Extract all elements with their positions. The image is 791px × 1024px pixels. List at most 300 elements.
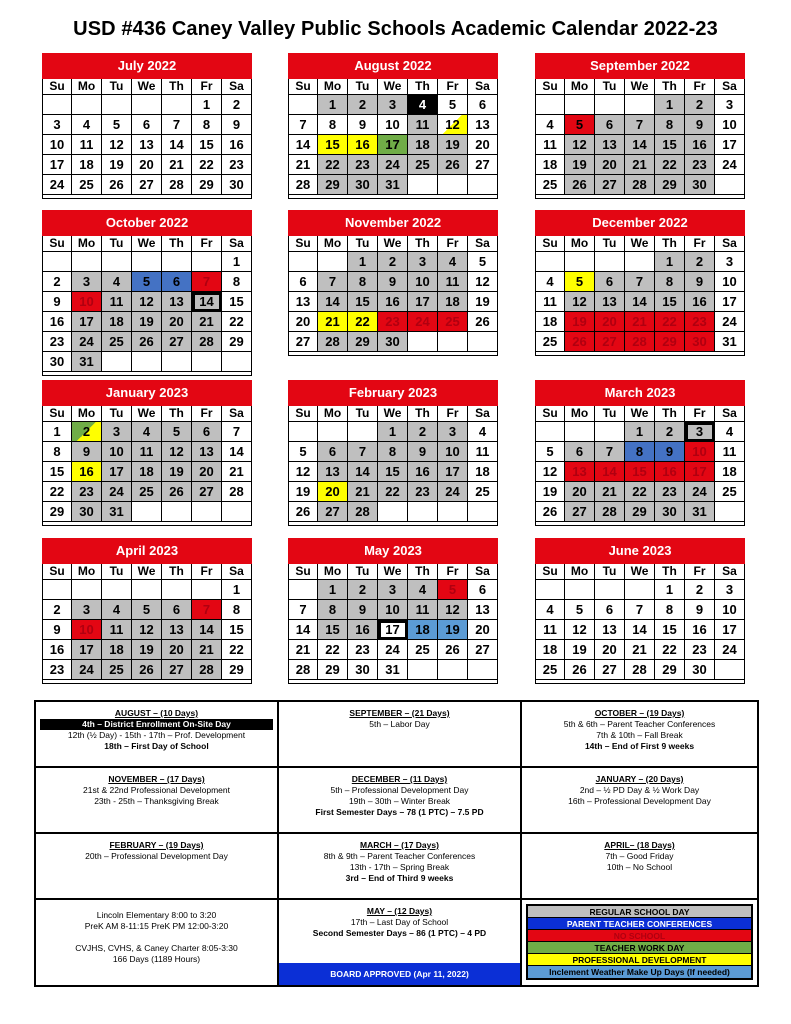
day-cell: 17 <box>715 620 745 640</box>
day-cell: 19 <box>565 312 595 332</box>
day-cell: 27 <box>192 482 222 502</box>
day-cell: 14 <box>192 292 222 312</box>
day-cell: 23 <box>222 155 252 175</box>
weekday-header: Mo <box>565 79 595 95</box>
day-cell: 27 <box>595 332 625 352</box>
day-cell: 10 <box>685 442 715 462</box>
day-cell: 9 <box>72 442 102 462</box>
day-cell: 26 <box>565 660 595 680</box>
day-cell: 24 <box>102 482 132 502</box>
note-heading: OCTOBER – (19 Days) <box>594 708 685 718</box>
day-cell: 11 <box>438 272 468 292</box>
day-cell: 11 <box>72 135 102 155</box>
day-cell: 24 <box>408 312 438 332</box>
weekday-header: We <box>625 406 655 422</box>
day-cell <box>595 422 625 442</box>
day-cell: 18 <box>535 312 565 332</box>
weekday-header: Th <box>162 236 192 252</box>
day-cell: 14 <box>625 292 655 312</box>
day-cell: 25 <box>468 482 498 502</box>
day-cell: 22 <box>318 155 348 175</box>
day-cell: 4 <box>102 600 132 620</box>
day-cell: 19 <box>132 640 162 660</box>
day-cell: 23 <box>685 312 715 332</box>
day-cell: 28 <box>348 502 378 522</box>
day-cell: 4 <box>408 95 438 115</box>
day-cell: 30 <box>685 175 715 195</box>
day-cell: 21 <box>595 482 625 502</box>
day-cell: 13 <box>468 115 498 135</box>
day-cell: 13 <box>318 462 348 482</box>
day-cell: 15 <box>348 292 378 312</box>
day-cell: 28 <box>595 502 625 522</box>
day-cell: 23 <box>348 155 378 175</box>
month-title: September 2022 <box>535 53 745 79</box>
day-cell: 4 <box>408 580 438 600</box>
day-cell: 3 <box>715 580 745 600</box>
weekday-header: Mo <box>565 236 595 252</box>
weekday-header: We <box>132 406 162 422</box>
day-cell: 28 <box>192 660 222 680</box>
note-march <box>277 832 522 900</box>
day-cell: 12 <box>162 442 192 462</box>
day-cell <box>132 580 162 600</box>
day-cell: 21 <box>318 312 348 332</box>
day-cell: 11 <box>408 600 438 620</box>
weekday-header: We <box>132 236 162 252</box>
day-cell <box>42 580 72 600</box>
day-cell: 20 <box>468 135 498 155</box>
note-line: 10th – No School <box>606 862 673 872</box>
day-cell: 24 <box>438 482 468 502</box>
day-cell: 16 <box>348 135 378 155</box>
day-cell: 16 <box>408 462 438 482</box>
month-title: April 2023 <box>42 538 252 564</box>
note-line: 20th – Professional Development Day <box>85 851 228 861</box>
day-cell: 12 <box>132 292 162 312</box>
day-cell: 27 <box>468 640 498 660</box>
weekday-header: Sa <box>468 79 498 95</box>
day-cell: 3 <box>72 600 102 620</box>
weekday-header: Fr <box>685 79 715 95</box>
weekday-header: Tu <box>102 236 132 252</box>
weekday-header: Su <box>42 79 72 95</box>
day-cell: 12 <box>468 272 498 292</box>
day-cell: 18 <box>408 620 438 640</box>
day-cell <box>102 580 132 600</box>
day-cell: 25 <box>438 312 468 332</box>
month-calendar <box>535 53 745 199</box>
day-cell: 12 <box>102 135 132 155</box>
day-cell: 5 <box>565 272 595 292</box>
day-cell <box>288 95 318 115</box>
day-cell: 8 <box>655 600 685 620</box>
note-line: 7th & 10th – Fall Break <box>596 730 683 740</box>
day-cell: 13 <box>595 135 625 155</box>
weekday-header: Th <box>655 79 685 95</box>
day-cell: 17 <box>715 292 745 312</box>
day-cell: 26 <box>565 332 595 352</box>
month-calendar <box>288 538 498 684</box>
day-cell: 24 <box>715 312 745 332</box>
day-cell: 9 <box>408 442 438 462</box>
note-heading: MAY – (12 Days) <box>366 906 433 916</box>
day-cell: 18 <box>132 462 162 482</box>
day-cell: 28 <box>222 482 252 502</box>
note-line: 5th & 6th – Parent Teacher Conferences <box>563 719 716 729</box>
day-cell <box>132 502 162 522</box>
day-cell: 11 <box>535 135 565 155</box>
page-title: USD #436 Caney Valley Public Schools Academic Calendar 2022-23 <box>73 18 718 40</box>
day-cell: 22 <box>348 312 378 332</box>
day-cell: 7 <box>288 115 318 135</box>
day-cell: 9 <box>222 115 252 135</box>
weekday-header: Tu <box>102 564 132 580</box>
day-cell: 21 <box>625 312 655 332</box>
day-cell: 16 <box>378 292 408 312</box>
day-cell: 28 <box>192 332 222 352</box>
day-cell: 13 <box>288 292 318 312</box>
day-cell: 8 <box>192 115 222 135</box>
day-cell: 16 <box>685 620 715 640</box>
weekday-header: Sa <box>468 564 498 580</box>
month-calendar <box>535 210 745 356</box>
day-cell: 23 <box>42 332 72 352</box>
day-cell: 23 <box>408 482 438 502</box>
month-title: August 2022 <box>288 53 498 79</box>
weekday-header: Mo <box>318 564 348 580</box>
day-cell: 6 <box>595 272 625 292</box>
weekday-header: Su <box>288 236 318 252</box>
day-cell: 10 <box>72 620 102 640</box>
day-cell: 29 <box>192 175 222 195</box>
day-cell: 27 <box>132 175 162 195</box>
month-title: October 2022 <box>42 210 252 236</box>
day-cell: 29 <box>655 660 685 680</box>
day-cell: 12 <box>565 620 595 640</box>
day-cell: 20 <box>288 312 318 332</box>
note-line: First Semester Days – 78 (1 PTC) – 7.5 PD <box>315 807 484 817</box>
note-heading: AUGUST – (10 Days) <box>114 708 199 718</box>
weekday-header: Fr <box>192 236 222 252</box>
day-cell: 14 <box>625 620 655 640</box>
day-cell: 13 <box>162 620 192 640</box>
day-cell: 7 <box>192 272 222 292</box>
day-cell: 25 <box>102 660 132 680</box>
day-cell <box>715 502 745 522</box>
day-cell: 27 <box>565 502 595 522</box>
day-cell: 15 <box>222 620 252 640</box>
legend <box>526 904 753 980</box>
day-cell: 3 <box>42 115 72 135</box>
day-cell: 17 <box>72 312 102 332</box>
day-cell: 23 <box>348 640 378 660</box>
day-cell: 29 <box>625 502 655 522</box>
note-november <box>34 766 279 834</box>
day-cell <box>535 95 565 115</box>
day-cell: 17 <box>378 135 408 155</box>
note-line: CVJHS, CVHS, & Caney Charter 8:05-3:30 <box>75 943 238 953</box>
day-cell: 26 <box>438 155 468 175</box>
weekday-header: Fr <box>438 564 468 580</box>
day-cell: 10 <box>438 442 468 462</box>
weekday-header: Su <box>288 79 318 95</box>
day-cell: 6 <box>132 115 162 135</box>
weekday-header: Su <box>288 406 318 422</box>
day-cell: 25 <box>535 660 565 680</box>
day-cell: 31 <box>72 352 102 372</box>
day-cell: 4 <box>715 422 745 442</box>
day-cell: 4 <box>72 115 102 135</box>
month-calendar <box>42 210 252 376</box>
day-cell: 22 <box>655 155 685 175</box>
day-cell: 4 <box>535 115 565 135</box>
day-cell: 6 <box>162 600 192 620</box>
day-cell: 14 <box>162 135 192 155</box>
day-cell <box>408 175 438 195</box>
day-cell: 9 <box>348 600 378 620</box>
day-cell: 13 <box>468 600 498 620</box>
day-cell: 22 <box>318 640 348 660</box>
day-cell: 12 <box>438 115 468 135</box>
day-cell: 22 <box>222 640 252 660</box>
day-cell: 25 <box>72 175 102 195</box>
day-cell: 21 <box>625 640 655 660</box>
day-cell: 30 <box>348 175 378 195</box>
day-cell: 17 <box>378 620 408 640</box>
day-cell: 14 <box>288 135 318 155</box>
day-cell: 12 <box>535 462 565 482</box>
day-cell: 31 <box>715 332 745 352</box>
day-cell: 6 <box>288 272 318 292</box>
weekday-header: Sa <box>715 79 745 95</box>
weekday-header: Tu <box>595 406 625 422</box>
day-cell: 7 <box>348 442 378 462</box>
month-grid <box>535 406 745 522</box>
day-cell: 7 <box>625 272 655 292</box>
weekday-header: Th <box>162 406 192 422</box>
month-calendar <box>535 538 745 684</box>
day-cell: 5 <box>132 272 162 292</box>
day-cell: 11 <box>468 442 498 462</box>
day-cell: 20 <box>192 462 222 482</box>
day-cell: 15 <box>318 135 348 155</box>
legend-box <box>520 898 759 987</box>
day-cell: 29 <box>348 332 378 352</box>
day-cell: 6 <box>565 442 595 462</box>
month-calendar <box>535 380 745 526</box>
day-cell: 9 <box>685 600 715 620</box>
day-cell: 1 <box>318 95 348 115</box>
day-cell: 5 <box>102 115 132 135</box>
day-cell: 29 <box>318 175 348 195</box>
weekday-header: We <box>625 79 655 95</box>
month-title: July 2022 <box>42 53 252 79</box>
day-cell: 3 <box>72 272 102 292</box>
weekday-header: Su <box>535 79 565 95</box>
month-grid <box>42 406 252 522</box>
day-cell: 5 <box>535 442 565 462</box>
day-cell: 14 <box>625 135 655 155</box>
month-calendar <box>288 53 498 199</box>
weekday-header: Fr <box>438 406 468 422</box>
day-cell: 26 <box>132 660 162 680</box>
day-cell: 16 <box>348 620 378 640</box>
day-cell: 19 <box>102 155 132 175</box>
note-line: 8th & 9th – Parent Teacher Conferences <box>323 851 476 861</box>
day-cell <box>438 175 468 195</box>
day-cell <box>715 660 745 680</box>
weekday-header: Fr <box>438 236 468 252</box>
day-cell: 2 <box>685 580 715 600</box>
day-cell: 3 <box>685 422 715 442</box>
month-grid <box>288 564 498 680</box>
day-cell: 7 <box>162 115 192 135</box>
day-cell: 2 <box>42 600 72 620</box>
day-cell: 16 <box>222 135 252 155</box>
note-line: 13th - 17th – Spring Break <box>349 862 450 872</box>
day-cell <box>162 352 192 372</box>
day-cell: 23 <box>378 312 408 332</box>
day-cell <box>162 502 192 522</box>
day-cell: 23 <box>655 482 685 502</box>
day-cell <box>222 352 252 372</box>
day-cell: 24 <box>378 640 408 660</box>
day-cell: 20 <box>595 640 625 660</box>
day-cell: 4 <box>438 252 468 272</box>
note-line: 19th – 30th – Winter Break <box>348 796 451 806</box>
day-cell: 25 <box>715 482 745 502</box>
day-cell: 4 <box>102 272 132 292</box>
weekday-header: Mo <box>72 564 102 580</box>
day-cell: 6 <box>595 115 625 135</box>
day-cell: 6 <box>595 600 625 620</box>
day-cell: 27 <box>162 660 192 680</box>
weekday-header: Su <box>535 406 565 422</box>
legend-item: REGULAR SCHOOL DAY <box>528 906 751 918</box>
day-cell <box>378 502 408 522</box>
day-cell: 9 <box>378 272 408 292</box>
day-cell: 17 <box>42 155 72 175</box>
day-cell: 18 <box>102 640 132 660</box>
day-cell: 2 <box>348 580 378 600</box>
day-cell: 30 <box>655 502 685 522</box>
weekday-header: Mo <box>565 564 595 580</box>
day-cell: 6 <box>318 442 348 462</box>
day-cell <box>318 422 348 442</box>
day-cell: 1 <box>625 422 655 442</box>
day-cell <box>222 502 252 522</box>
day-cell: 17 <box>685 462 715 482</box>
weekday-header: Su <box>42 564 72 580</box>
day-cell: 15 <box>655 620 685 640</box>
weekday-header: Th <box>655 406 685 422</box>
weekday-header: We <box>378 564 408 580</box>
day-cell: 10 <box>715 115 745 135</box>
note-line: Second Semester Days – 86 (1 PTC) – 4 PD <box>312 928 487 938</box>
note-heading: SEPTEMBER – (21 Days) <box>349 708 450 718</box>
day-cell: 25 <box>132 482 162 502</box>
weekday-header: Sa <box>222 236 252 252</box>
day-cell: 13 <box>565 462 595 482</box>
month-grid <box>42 79 252 195</box>
day-cell: 8 <box>655 115 685 135</box>
weekday-header: Fr <box>685 564 715 580</box>
month-title: May 2023 <box>288 538 498 564</box>
day-cell: 11 <box>535 292 565 312</box>
note-october <box>520 700 759 768</box>
day-cell: 4 <box>468 422 498 442</box>
day-cell: 5 <box>468 252 498 272</box>
day-cell: 7 <box>625 115 655 135</box>
day-cell: 22 <box>222 312 252 332</box>
day-cell: 7 <box>595 442 625 462</box>
weekday-header: Tu <box>595 79 625 95</box>
legend-item: PARENT TEACHER CONFERENCES <box>528 918 751 930</box>
day-cell: 5 <box>288 442 318 462</box>
day-cell: 19 <box>132 312 162 332</box>
day-cell: 14 <box>222 442 252 462</box>
month-grid <box>535 564 745 680</box>
note-february <box>34 832 279 900</box>
weekday-header: Sa <box>715 564 745 580</box>
weekday-header: We <box>625 564 655 580</box>
day-cell <box>468 332 498 352</box>
weekday-header: Mo <box>318 79 348 95</box>
day-cell: 20 <box>162 312 192 332</box>
day-cell: 18 <box>715 462 745 482</box>
day-cell <box>565 422 595 442</box>
weekday-header: Tu <box>348 564 378 580</box>
day-cell: 15 <box>655 135 685 155</box>
day-cell <box>288 252 318 272</box>
day-cell <box>192 580 222 600</box>
day-cell: 1 <box>222 580 252 600</box>
weekday-header: Su <box>42 406 72 422</box>
day-cell: 23 <box>42 660 72 680</box>
note-august <box>34 700 279 768</box>
day-cell: 2 <box>348 95 378 115</box>
note-december <box>277 766 522 834</box>
day-cell: 18 <box>72 155 102 175</box>
day-cell: 29 <box>655 175 685 195</box>
day-cell: 27 <box>318 502 348 522</box>
note-line: PreK AM 8-11:15 PreK PM 12:00-3:20 <box>84 921 229 931</box>
weekday-header: Mo <box>318 406 348 422</box>
day-cell: 6 <box>192 422 222 442</box>
day-cell: 24 <box>42 175 72 195</box>
day-cell: 5 <box>565 600 595 620</box>
day-cell: 8 <box>222 272 252 292</box>
day-cell: 13 <box>132 135 162 155</box>
weekday-header: Th <box>162 564 192 580</box>
weekday-header: Mo <box>72 236 102 252</box>
note-line: 166 Days (1189 Hours) <box>112 954 201 964</box>
note-line: 2nd – ½ PD Day & ½ Work Day <box>579 785 700 795</box>
day-cell <box>102 352 132 372</box>
day-cell: 18 <box>102 312 132 332</box>
day-cell <box>318 252 348 272</box>
day-cell: 5 <box>162 422 192 442</box>
notes-section <box>34 700 759 987</box>
note-heading: JANUARY – (20 Days) <box>595 774 684 784</box>
day-cell: 22 <box>192 155 222 175</box>
day-cell <box>192 352 222 372</box>
day-cell <box>595 252 625 272</box>
month-grid <box>535 79 745 195</box>
day-cell: 28 <box>162 175 192 195</box>
day-cell: 8 <box>318 600 348 620</box>
